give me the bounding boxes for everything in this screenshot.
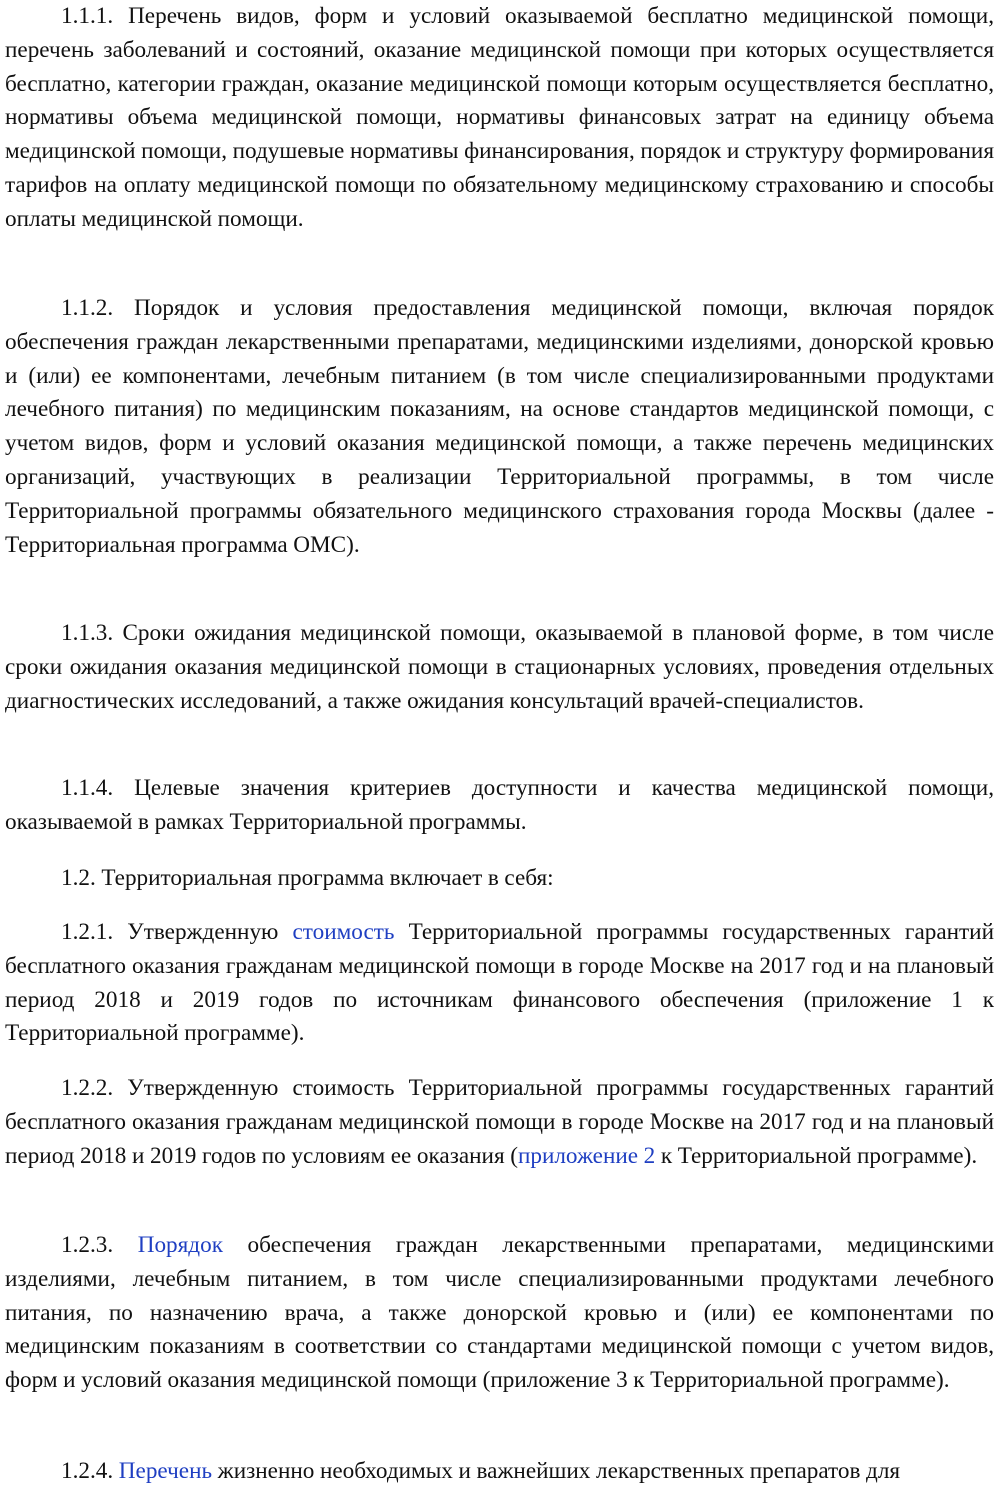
paragraph-1-2-1-end: Территориальной программы государственных гарантий бесплатного оказания гражданам медицинской помощи в городе Москве на 2017 год и на плановый период 2018 и 2019 годов по источникам финансового обеспечения (приложение 1 к Территориальной программе). <box>5 919 994 1047</box>
paragraph-1-2-1-start: 1.2.1. Утвержденную <box>61 919 293 945</box>
paragraph-1-2-2 <box>5 1072 994 1173</box>
paragraph-1-2-4-end: жизненно необходимых и важнейших лекарственных препаратов для <box>212 1458 901 1484</box>
paragraph-1-1-4: 1.1.4. Целевые значения критериев доступности и качества медицинской помощи, оказываемой в рамках Территориальной программы. <box>5 775 994 835</box>
paragraph-1-2: 1.2. Территориальная программа включает в себя: <box>61 865 554 891</box>
paragraph-1-2-3-end: обеспечения граждан лекарственными препаратами, медицинскими изделиями, лечебным питанием, в том числе специализированными продуктами лечебного питания, по назначению врача, а также донорской кровью и (или) ее компонентами по медицинским показаниям в соответствии со стандартами медицинской помощи с учетом видов, форм и условий оказания медицинской помощи (приложение 3 к Территориальной программе). <box>5 1232 994 1394</box>
paragraph-1-2-3-start: 1.2.3. <box>61 1232 138 1258</box>
paragraph-1-2-1 <box>5 916 994 1051</box>
paragraph-1-1-3: 1.1.3. Сроки ожидания медицинской помощи, оказываемой в плановой форме, в том числе сроки ожидания оказания медицинской помощи в стационарных условиях, проведения отдельных диагностических исследований, а также ожидания консультаций врачей-специалистов. <box>5 620 994 714</box>
paragraph-1-2-4-start: 1.2.4. <box>61 1458 119 1484</box>
paragraph-1-1-1: 1.1.1. Перечень видов, форм и условий оказываемой бесплатно медицинской помощи, перечень заболеваний и состояний, оказание медицинской помощи при которых осуществляется бесплатно, категории граждан, оказание медицинской помощи которым осуществляется бесплатно, нормативы объема медицинской помощи, нормативы финансовых затрат на единицу объема медицинской помощи, подушевые нормативы финансирования, порядок и структуру формирования тарифов на оплату медицинской помощи по обязательному медицинскому страхованию и способы оплаты медицинской помощи. <box>5 3 994 232</box>
paragraph-1-2-3 <box>5 1229 994 1398</box>
paragraph-1-2-2-start: 1.2.2. Утвержденную стоимость Территориальной программы государственных гарантий бесплатного оказания гражданам медицинской помощи в городе Москве на 2017 год и на плановый период 2018 и 2019 годов по условиям ее оказания ( <box>5 1075 994 1169</box>
cost-link[interactable]: стоимость <box>292 919 395 945</box>
paragraph-1-2-4 <box>5 1455 994 1489</box>
appendix-2-link[interactable]: приложение 2 <box>517 1142 656 1169</box>
paragraph-1-1-2: 1.1.2. Порядок и условия предоставления медицинской помощи, включая порядок обеспечения граждан лекарственными препаратами, медицинскими изделиями, донорской кровью и (или) ее компонентами, лечебным питанием (в том числе специализированными продуктами лечебного питания) по медицинским показаниям, на основе стандартов медицинской помощи, с учетом видов, форм и условий оказания медицинской помощи, а также перечень медицинских организаций, участвующих в реализации Территориальной программы, в том числе Территориальной программы обязательного медицинского страхования города Москвы (далее - Территориальная программа ОМС). <box>5 295 994 558</box>
paragraph-1-2-2-end: к Территориальной программе). <box>655 1142 978 1169</box>
list-link[interactable]: Перечень <box>118 1458 213 1484</box>
procedure-link[interactable]: Порядок <box>137 1232 223 1258</box>
